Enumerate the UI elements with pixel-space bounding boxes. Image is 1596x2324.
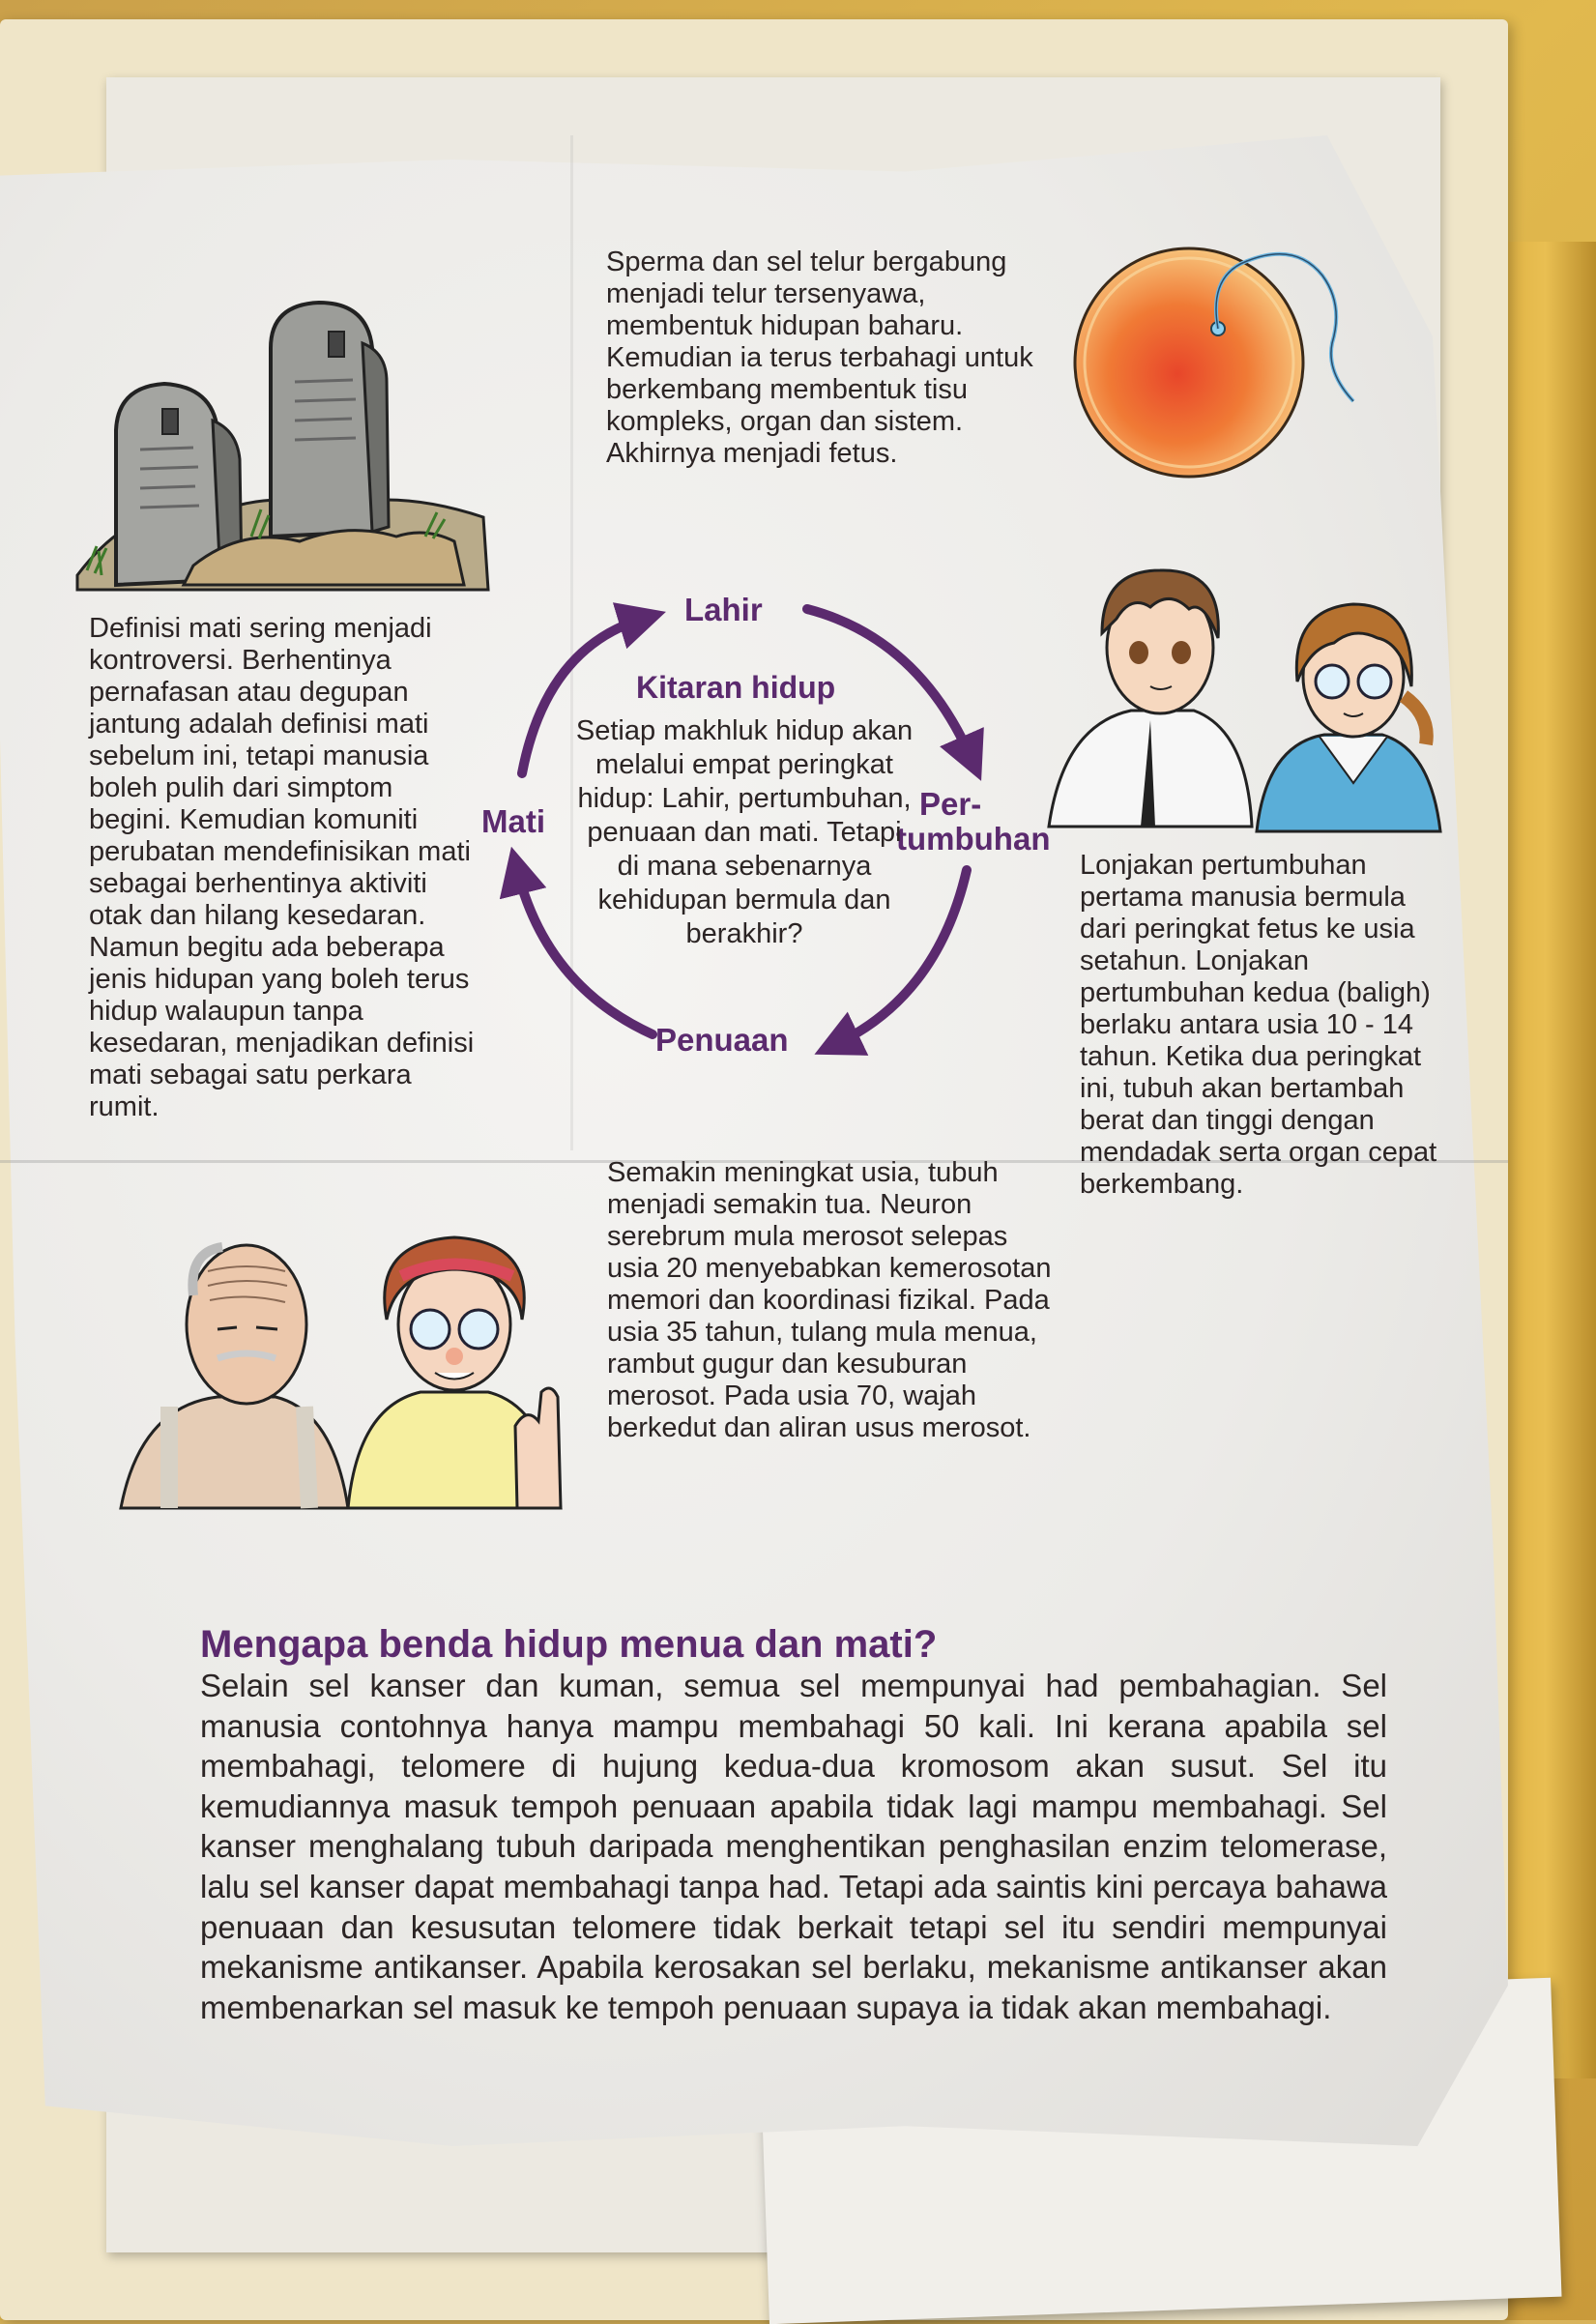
egg-description: Sperma dan sel telur bergabung menjadi telur tersenyawa, membentuk hidupan baharu. Kemudian ia terus terbahagi untuk berkembang membentuk tisu kompleks, organ dan sistem. Akhirnya menjadi fetus. [606,247,1033,469]
cycle-label-mati: Mati [481,803,545,839]
cycle-description: Setiap makhluk hidup akan melalui empat peringkat hidup: Lahir, pertumbuhan, penuaan dan mati. Tetapi di mana sebenarnya kehidupan bermula dan berakhir? [575,715,914,949]
tombstones-icon [77,295,493,595]
teenagers-icon [1044,551,1450,831]
elderly-couple-icon [111,1213,585,1513]
article-heading: Mengapa benda hidup menua dan mati? [200,1623,938,1666]
cycle-title: Kitaran hidup [636,670,836,705]
death-description: Definisi mati sering menjadi kontroversi. Berhentinya pernafasan atau degupan jantung adalah definisi mati sebelum ini, tetapi manusia boleh pulih dari simptom begini. Kemudian komuniti perubatan mendefinisikan mati sebagai berhentinya aktiviti otak dan hilang kesedaran. Namun begitu ada beberapa jenis hidupan yang boleh terus hidup walaupun tanpa kesedaran, menjadikan definisi mati sebagai satu perkara rumit. [89,613,475,1122]
aging-description: Semakin meningkat usia, tubuh menjadi semakin tua. Neuron serebrum mula merosot selepas usia 20 menyebabkan kemerosotan memori dan koordinasi fizikal. Pada usia 35 tahun, tulang mula menua, rambut gugur dan kesuburan merosot. Pada usia 70, wajah berkedut dan aliran usus merosot. [607,1157,1052,1443]
article-body: Selain sel kanser dan kuman, semua sel mempunyai had pembahagian. Sel manusia contohnya hanya mampu membahagi 50 kali. Ini kerana apabila sel membahagi, telomere di hujung kedua-dua kromosom akan susut. Sel itu kemudiannya masuk tempoh penuaan apabila tidak lagi mampu membahagi. Sel kanser menghalang tubuh daripada menghentikan penghasilan enzim telomerase, lalu sel kanser dapat membahagi tanpa had. Tetapi ada saintis kini percaya bahawa penuaan dan kesusutan telomere tidak berkait tetapi sel itu sendiri mempunyai mekanisme antikanser. Apabila kerosakan sel berlaku, mekanisme antikanser akan membenarkan sel masuk ke tempoh penuaan supaya ia tidak akan membahagi. [200,1668,1387,2025]
cycle-label-penuaan: Penuaan [655,1022,789,1058]
cycle-label-pertumbuhan-2: tumbuhan [896,821,1051,857]
cycle-label-pertumbuhan-1: Per- [919,786,982,822]
egg-sperm-icon [1073,237,1402,488]
growth-description: Lonjakan pertumbuhan pertama manusia bermula dari peringkat fetus ke usia setahun. Lonjakan pertumbuhan kedua (baligh) berlaku antara usia 10 - 14 tahun. Ketika dua peringkat ini, tubuh akan bertambah berat dan tinggi dengan mendadak serta organ cepat berkembang. [1080,850,1437,1200]
cycle-label-lahir: Lahir [684,592,763,627]
